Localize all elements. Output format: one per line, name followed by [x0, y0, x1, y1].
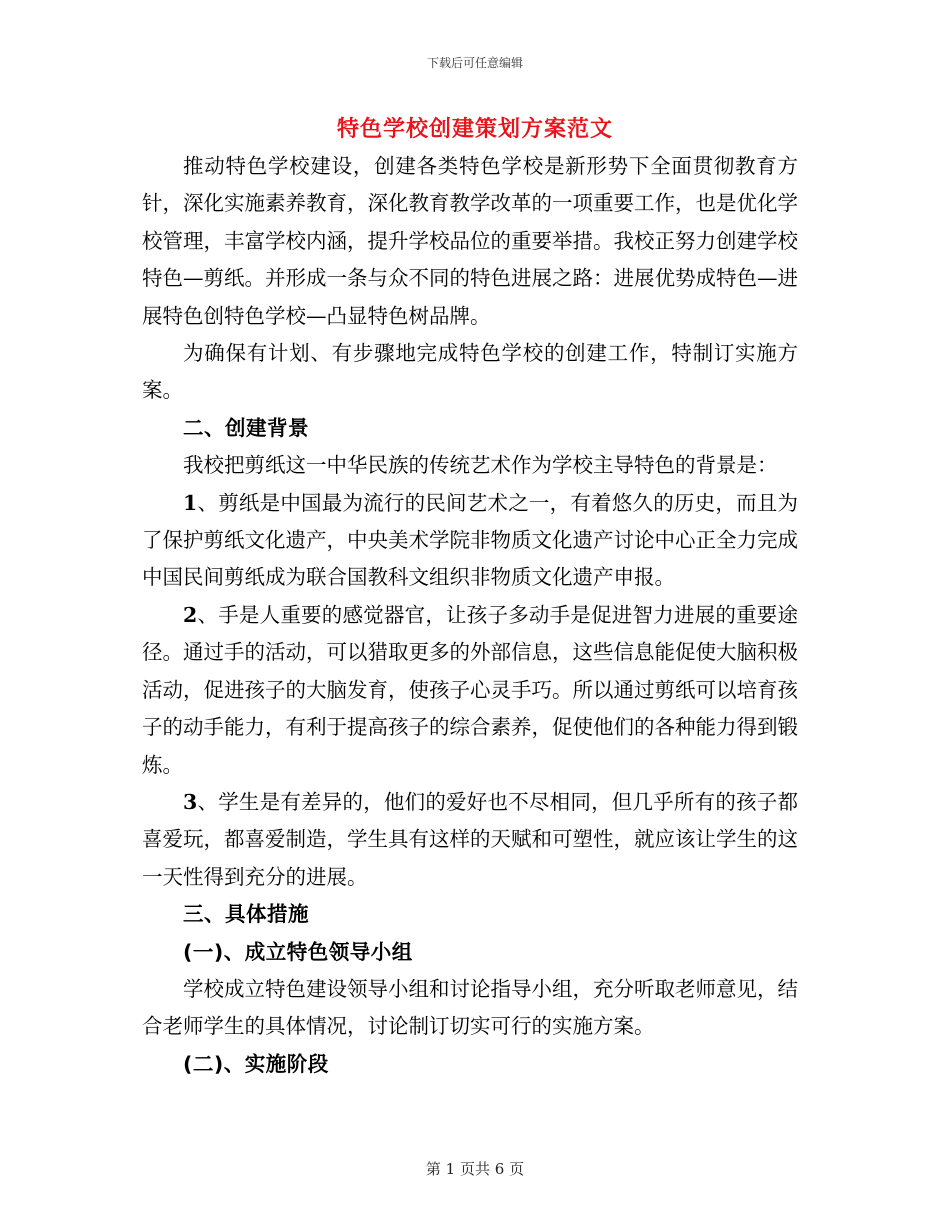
page-footer: 第 1 页共 6 页	[425, 1160, 525, 1178]
item-number: 2	[183, 602, 198, 627]
section-heading-background: 二、创建背景	[183, 415, 309, 440]
item-text: 、学生是有差异的，他们的爱好也不尽相同，但几乎所有的孩子都喜爱玩，都喜爱制造，学生具有这样的天赋和可塑性，就应该让学生的这一天性得到充分的进展。	[142, 789, 798, 889]
subsection-heading-leadership: (一)、成立特色领导小组	[183, 939, 413, 964]
item-text: 、手是人重要的感觉器官，让孩子多动手是促进智力进展的重要途径。通过手的活动，可以猎取更多的外部信息，这些信息能促使大脑积极活动，促进孩子的大脑发育，使孩子心灵手巧。所以通过剪纸可以培育孩子的动手能力，有利于提高孩子的综合素养，促使他们的各种能力得到锻炼。	[142, 602, 798, 777]
item-text: 、剪纸是中国最为流行的民间艺术之一，有着悠久的历史，而且为了保护剪纸文化遗产，中央美术学院非物质文化遗产讨论中心正全力完成中国民间剪纸成为联合国教科文组织非物质文化遗产申报。	[142, 490, 798, 590]
intro-paragraph: 推动特色学校建设，创建各类特色学校是新形势下全面贯彻教育方针，深化实施素养教育，深化教育教学改革的一项重要工作，也是优化学校管理，丰富学校内涵，提升学校品位的重要举措。我校正努力创建学校特色—剪纸。并形成一条与众不同的特色进展之路：进展优势成特色—进展特色创特色学校—凸显特色树品牌。	[142, 154, 798, 328]
item-number: 1	[183, 490, 198, 515]
subsection-heading-implementation: (二)、实施阶段	[183, 1051, 329, 1076]
background-intro-paragraph: 我校把剪纸这一中华民族的传统艺术作为学校主导特色的背景是：	[183, 453, 778, 478]
document-body	[142, 148, 798, 1083]
leadership-paragraph: 学校成立特色建设领导小组和讨论指导小组，充分听取老师意见，结合老师学生的具体情况，讨论制订切实可行的实施方案。	[142, 976, 798, 1039]
section-heading-measures: 三、具体措施	[183, 902, 309, 927]
purpose-paragraph: 为确保有计划、有步骤地完成特色学校的创建工作，特制订实施方案。	[142, 341, 798, 403]
background-item-1	[142, 485, 798, 597]
document-title: 特色学校创建策划方案范文	[336, 117, 613, 142]
background-item-2	[142, 597, 798, 784]
page-header: 下载后可任意编辑	[426, 56, 523, 70]
background-item-3	[142, 784, 798, 896]
item-number: 3	[183, 789, 198, 814]
